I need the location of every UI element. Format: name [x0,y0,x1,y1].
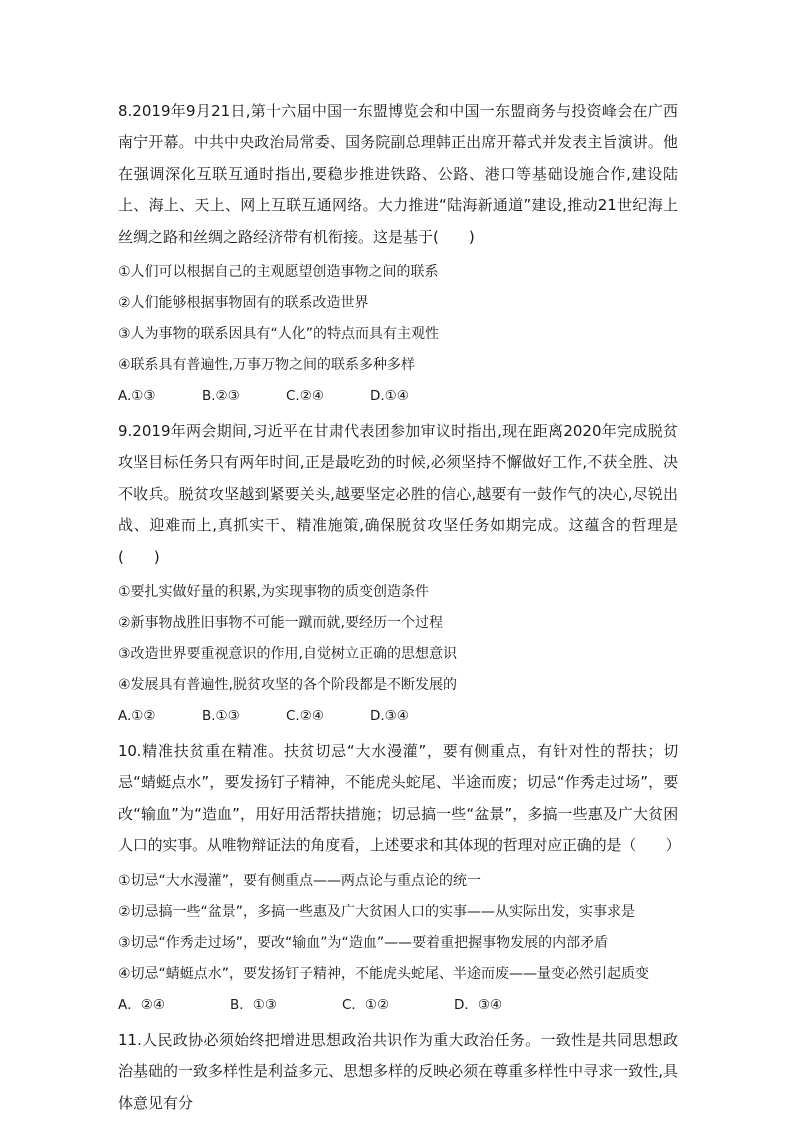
option-item: ②切忌搞一些“盆景”，多搞一些惠及广大贫困人口的实事——从实际出发，实事求是 [118,903,636,920]
choice-b: B．①③ [230,996,277,1013]
choice-d: D.③④ [370,708,409,725]
answer-choices [118,701,678,732]
question-stem: 10.精准扶贫重在精准。扶贫切忌“大水漫灌”，要有侧重点，有针对性的帮扶；切忌“蜻蜓点水”，要发扬钉子精神，不能虎头蛇尾、半途而废；切忌“作秀走过场”，要改“输血”为“造血”，用好用活帮扶措施；切忌搞一些“盆景”，多搞一些惠及广大贫困人口的实事。从唯物辩证法的角度看，上述要求和其体现的哲理对应正确的是（ ） [118,742,681,855]
option-item: ④联系具有普遍性,万事万物之间的联系多种多样 [118,357,415,374]
question-stem: 11.人民政协必须始终把增进思想政治共识作为重大政治任务。一致性是共同思想政治基础的一致多样性是利益多元、思想多样的反映必须在尊重多样性中寻求一致性,具体意见有分 [118,1030,678,1112]
option-item: ④发展具有普遍性,脱贫攻坚的各个阶段都是不断发展的 [118,677,457,694]
choice-d: D．③④ [454,996,503,1013]
question-10 [118,736,681,1021]
choice-a: A.①② [118,708,156,725]
question-9 [118,416,678,732]
choice-a: A．②④ [118,996,165,1013]
option-item: ②新事物战胜旧事物不可能一蹴而就,要经历一个过程 [118,615,443,632]
option-item: ④切忌“蜻蜓点水”，要发扬钉子精神，不能虎头蛇尾、半途而废——量变必然引起质变 [118,965,650,982]
choice-c: C.②④ [286,708,324,725]
answer-choices [118,381,678,412]
choice-b: B.②③ [202,388,240,405]
option-item: ①要扎实做好量的积累,为实现事物的质变创造条件 [118,584,429,601]
choice-c: C.②④ [286,388,324,405]
option-item: ③改造世界要重视意识的作用,自觉树立正确的思想意识 [118,646,457,663]
choice-a: A.①③ [118,388,156,405]
document-page [118,96,681,1123]
choice-c: C．①② [342,996,390,1013]
question-stem: 8.2019年9月21日,第十六届中国一东盟博览会和中国一东盟商务与投资峰会在广西南宁开幕。中共中央政治局常委、国务院副总理韩正出席开幕式并发表主旨演讲。他在强调深化互联互通时指出,要稳步推进铁路、公路、港口等基础设施合作,建设陆上、海上、天上、网上互联互通网络。大力推进“陆海新通道”建设,推动21世纪海上丝绸之路和丝绸之路经济带有机衔接。这是基于( ) [118,102,678,246]
choice-d: D.①④ [370,388,409,405]
option-item: ①切忌“大水漫灌”，要有侧重点——两点论与重点论的统一 [118,872,482,889]
option-item: ②人们能够根据事物固有的联系改造世界 [118,295,369,312]
question-stem: 9.2019年两会期间,习近平在甘肃代表团参加审议时指出,现在距离2020年完成脱贫攻坚目标任务只有两年时间,正是最吃劲的时候,必须坚持不懈做好工作,不获全胜、决不收兵。脱贫攻坚越到紧要关头,越要坚定必胜的信心,越要有一鼓作气的决心,尽锐出战、迎难而上,真抓实干、精准施策,确保脱贫攻坚任务如期完成。这蕴含的哲理是( ) [118,422,678,566]
question-11 [118,1025,678,1119]
answer-choices [118,990,678,1021]
option-item: ③人为事物的联系因具有“人化”的特点而具有主观性 [118,326,440,343]
question-8 [118,96,678,412]
option-item: ③切忌“作秀走过场”，要改“输血”为“造血”——要着重把握事物发展的内部矛盾 [118,934,609,951]
choice-b: B.①③ [202,708,240,725]
option-item: ①人们可以根据自己的主观愿望创造事物之间的联系 [118,264,439,281]
